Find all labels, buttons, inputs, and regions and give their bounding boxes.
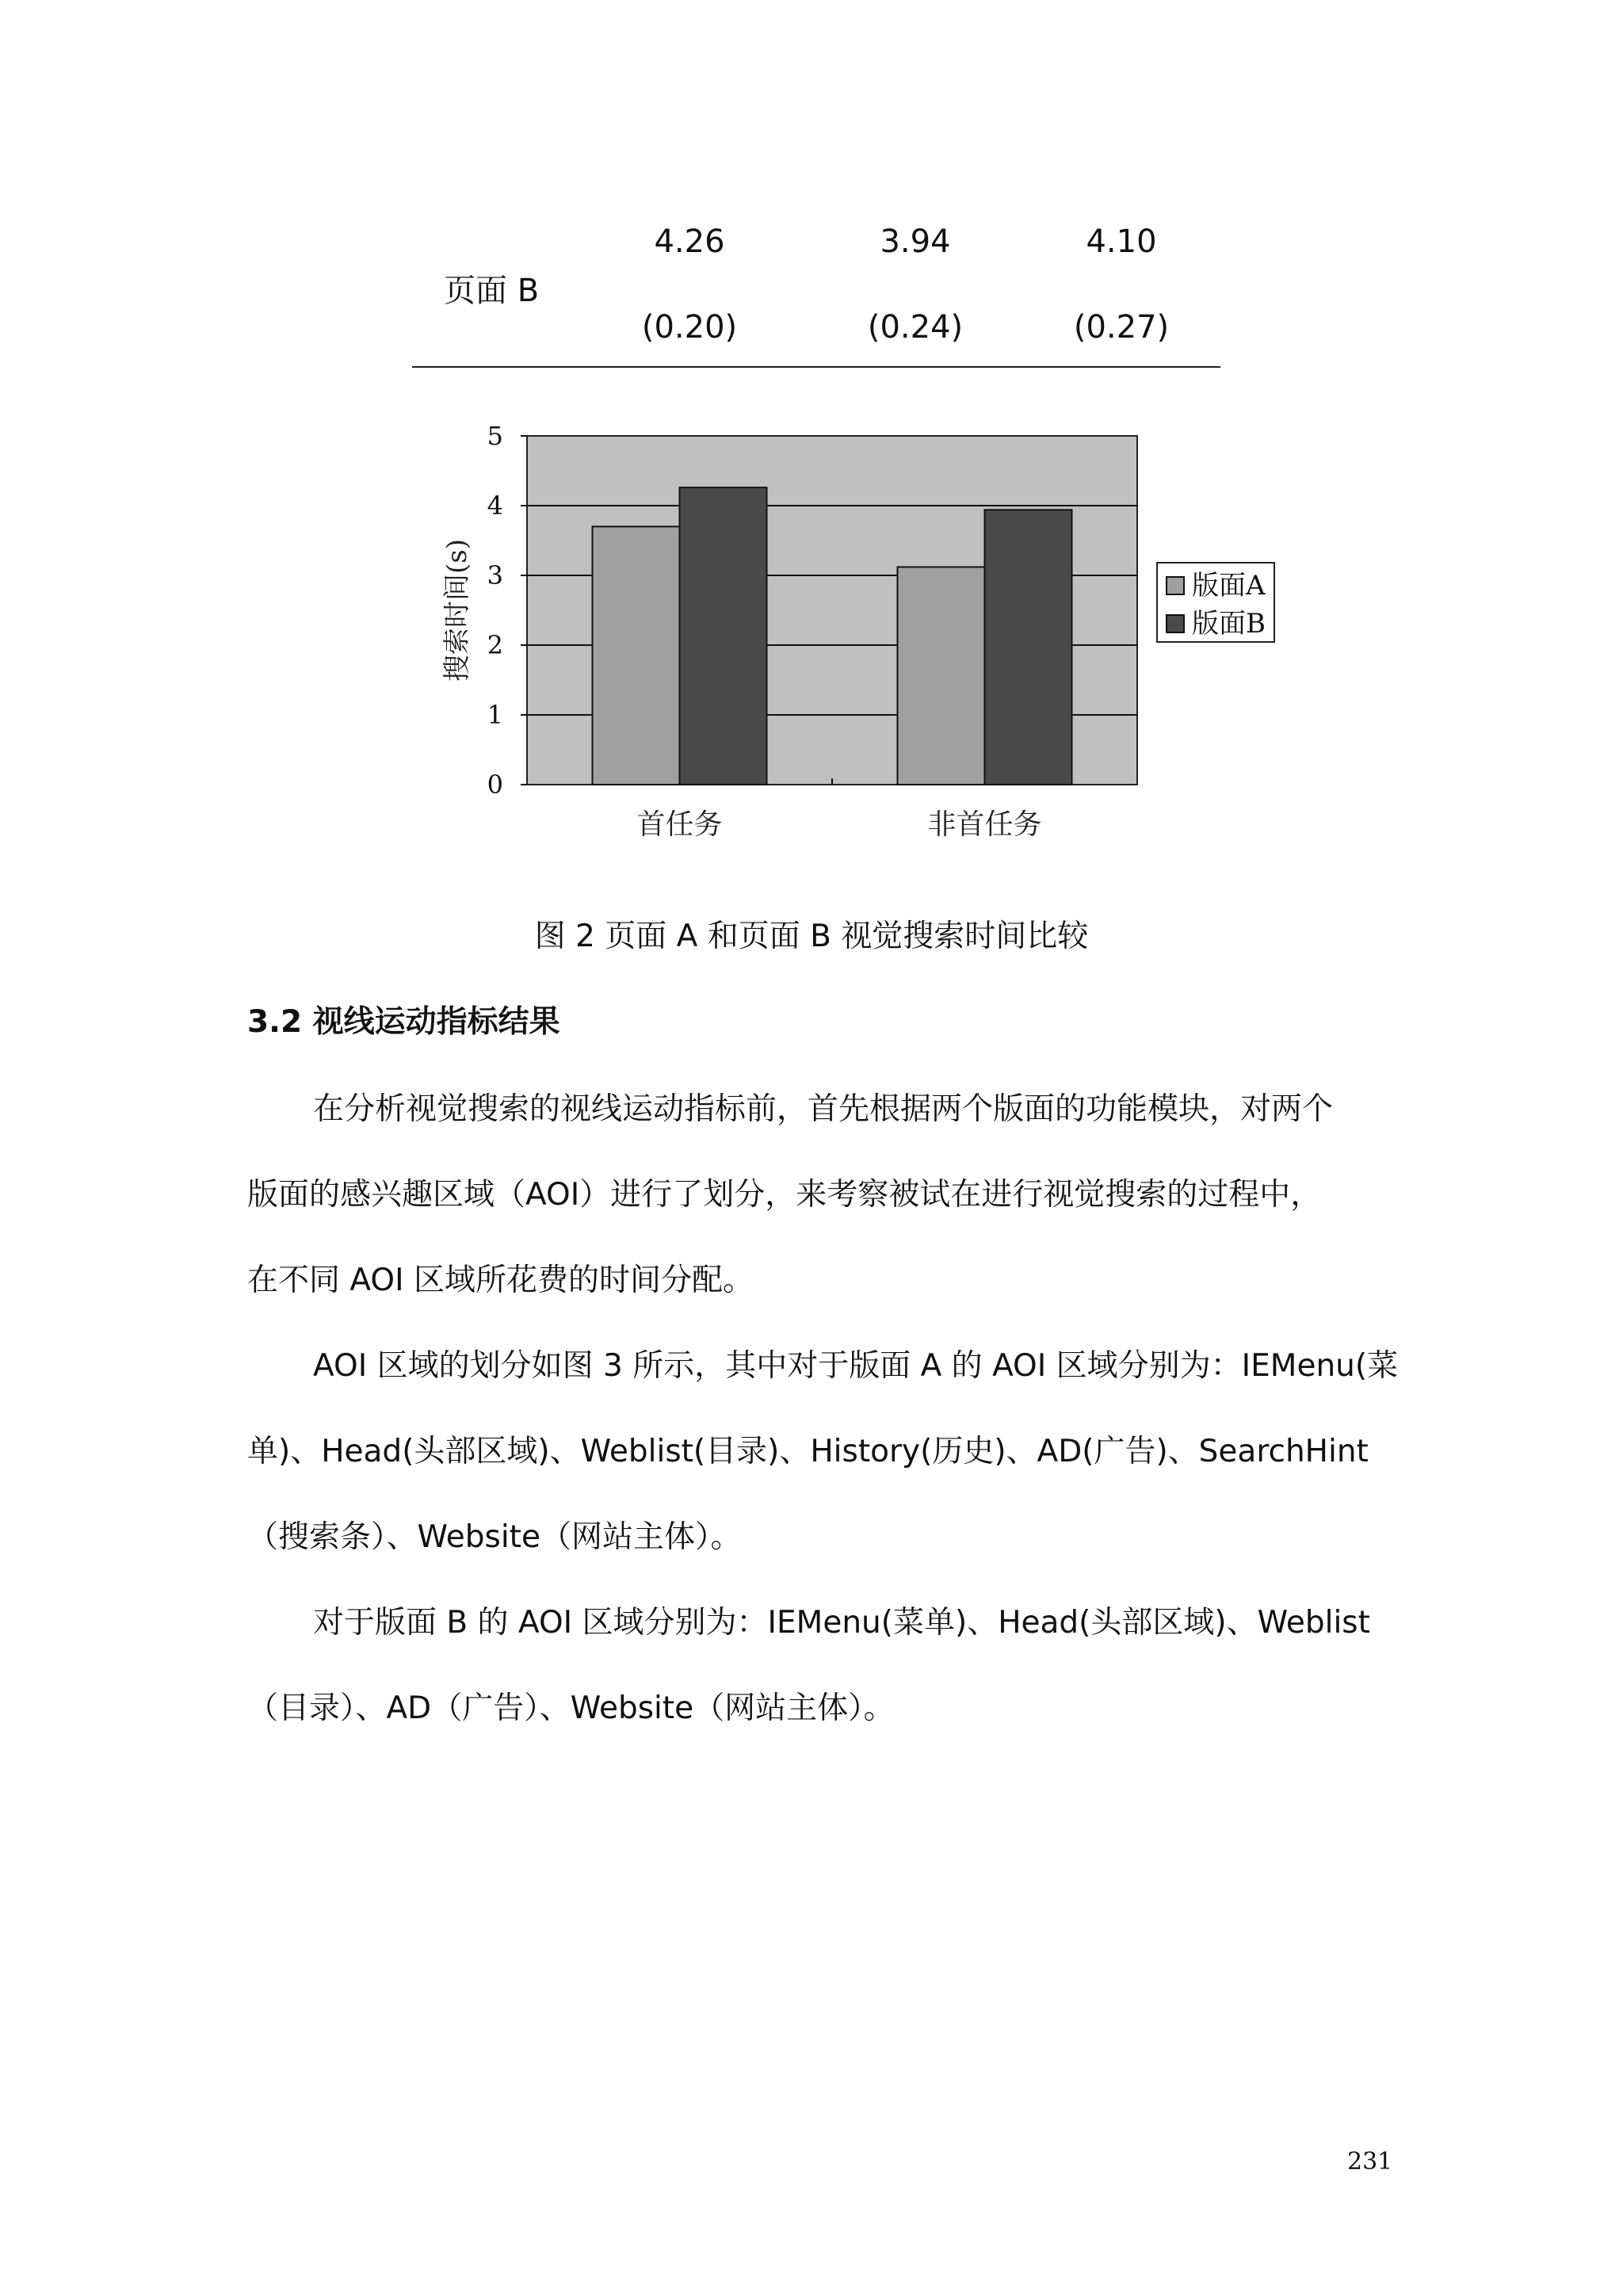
x-tick-label: 非首任务 [927,808,1042,841]
y-tick-label: 2 [487,630,503,660]
table-sd-nonfirst: (0.24) [867,309,964,346]
section-heading: 3.2 视线运动指标结果 [247,1004,560,1040]
paragraph-2-line-1: AOI 区域的划分如图 3 所示，其中对于版面 A 的 AOI 区域分别为：IEMenu(菜 [313,1348,1399,1384]
paragraph-1-line-1: 在分析视觉搜索的视线运动指标前，首先根据两个版面的功能模块，对两个 [313,1091,1334,1127]
table-mean-first: 4.26 [654,223,725,260]
y-tick-label: 5 [487,421,503,451]
table-sd-total: (0.27) [1073,309,1170,346]
paragraph-3-line-1: 对于版面 B 的 AOI 区域分别为：IEMenu(菜单)、Head(头部区域)、Weblist [313,1605,1370,1641]
legend-label: 版面A [1192,570,1266,602]
bar-版面A-首任务 [593,526,680,785]
paragraph-1-line-2: 版面的感兴趣区域（AOI）进行了划分，来考察被试在进行视觉搜索的过程中， [247,1177,1322,1213]
legend-swatch [1167,577,1184,594]
table-mean-total: 4.10 [1086,223,1157,260]
paragraph-2-line-3: （搜索条）、Website（网站主体）。 [247,1519,742,1555]
bar-版面B-首任务 [680,487,767,785]
paragraph-2-line-2: 单)、Head(头部区域)、Weblist(目录)、History(历史)、AD(广告)、SearchHint [247,1434,1369,1469]
bar-版面B-非首任务 [985,510,1072,785]
paragraph-3-line-2: （目录）、AD（广告）、Website（网站主体）。 [247,1690,895,1726]
y-tick-label: 4 [487,491,503,521]
table-row-label: 页面 B [444,273,540,309]
bar-chart [428,408,1284,852]
table-bottom-rule [412,366,1220,368]
legend-label: 版面B [1192,608,1266,640]
page-number: 231 [1347,2148,1393,2176]
bar-版面A-非首任务 [898,567,985,785]
paragraph-1-line-3: 在不同 AOI 区域所花费的时间分配。 [247,1263,754,1298]
table-sd-first: (0.20) [641,309,738,346]
legend-swatch [1167,615,1184,632]
y-tick-label: 1 [487,700,503,730]
y-tick-label: 3 [487,560,503,590]
x-tick-label: 首任务 [636,808,723,841]
figure-caption: 图 2 页面 A 和页面 B 视觉搜索时间比较 [534,919,1089,954]
y-tick-label: 0 [487,770,503,800]
table-mean-nonfirst: 3.94 [880,223,951,260]
y-axis-label: 搜索时间(s) [441,539,473,682]
